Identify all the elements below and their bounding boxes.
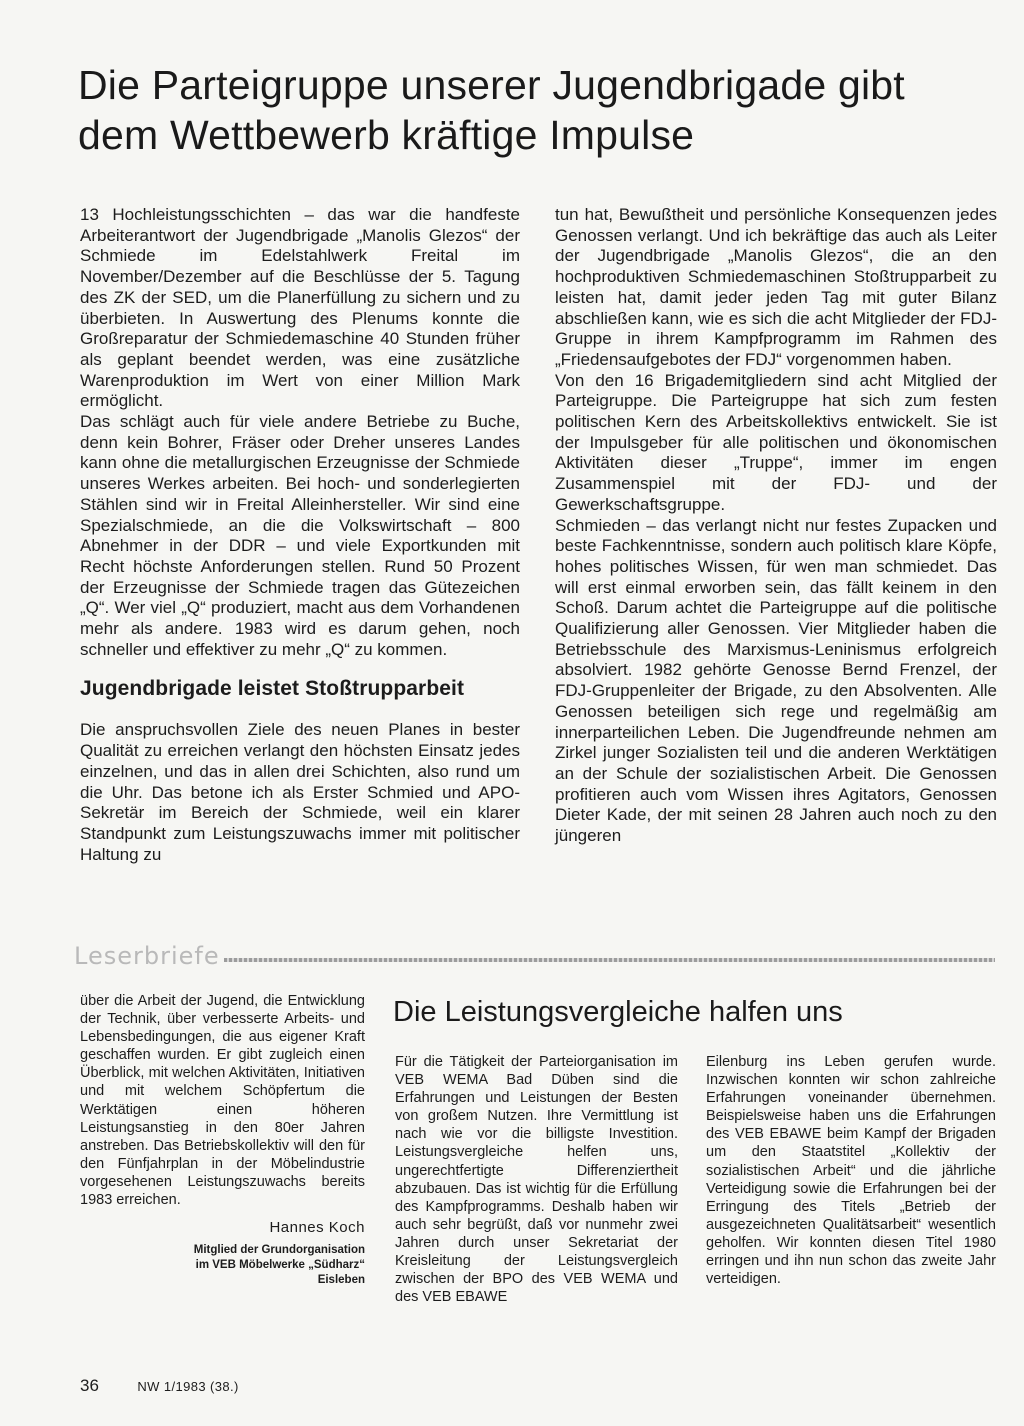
rubric-rule — [224, 958, 995, 962]
letter-affiliation — [80, 1243, 365, 1288]
letter2-column-right — [706, 1053, 996, 1288]
article-title: Die Parteigruppe unserer Jugendbrigade gibt dem Wettbewerb kräftige Impulse — [78, 62, 905, 158]
article-paragraph: Das schlägt auch für viele andere Betriebe zu Buche, denn kein Bohrer, Fräser oder Dreher unseres Landes kann ohne die metallurgischen Erzeugnisse der Schmiede unseres Werkes arbeiten. Bei hoch- und sonderlegierten Stählen sind wir in Freital Alleinhersteller. Wir sind eine Spezialschmiede, an die die Volkswirtschaft – 800 Abnehmer in der DDR – und viele Exportkunden mit Recht höchste Anforderungen stellen. Rund 50 Prozent der Erzeugnisse der Schmiede tragen das Gütezeichen „Q“. Wer viel „Q“ produziert, macht aus dem Vorhandenen mehr als andere. 1983 wird es darum gehen, noch schneller und effektiver zu mehr „Q“ zu kommen. — [80, 412, 520, 659]
issue-label: NW 1/1983 (38.) — [137, 1379, 239, 1394]
letter2-headline: Die Leistungsvergleiche halfen uns — [393, 996, 843, 1028]
article-paragraph: Von den 16 Brigademitgliedern sind acht Mitglied der Parteigruppe. Die Parteigruppe hat sich zum festen politischen Kern des Arbeitskollektivs entwickelt. Sie ist der Impulsgeber für alle politischen und ökonomischen Aktivitäten dieser „Truppe“, immer im engen Zusammenspiel mit der FDJ- und der Gewerkschaftsgruppe. — [555, 370, 997, 514]
letter-paragraph: über die Arbeit der Jugend, die Entwicklung der Technik, über verbesserte Arbeits- und Lebensbedingungen, die aus eigener Kraft geschaffen wurden. Er gibt zugleich einen Überblick, mit welchen Aktivitäten, Initiativen und mit welchem Schöpfertum die Werktätigen einen höheren Leistungsanstieg in den 80er Jahren anstreben. Das Betriebskollektiv will den für den Fünfjahrplan in der Möbelindustrie vorgesehenen Leistungszuwachs bereits 1983 erreichen. — [80, 993, 365, 1209]
letter-author: Hannes Koch — [269, 1219, 365, 1237]
letter2-column-left — [395, 1053, 678, 1306]
affiliation-line: Mitglied der Grundorganisation — [193, 1244, 365, 1257]
article-column-left — [80, 205, 520, 865]
rubric-label: Leserbriefe — [74, 942, 220, 970]
article-subheading: Jugendbrigade leistet Stoßtrupparbeit — [80, 677, 465, 701]
rubric-bar — [74, 940, 999, 980]
article-paragraph: 13 Hochleistungsschichten – das war die handfeste Arbeiterantwort der Jugendbrigade „Manolis Glezos“ der Schmiede im Edelstahlwerk Freital im November/Dezember auf die Beschlüsse der 5. Tagung des ZK der SED, um die Planerfüllung zu sichern und zu überbieten. In Auswertung des Plenums konnte die Großreparatur der Schmiedemaschine 40 Stunden früher als geplant beendet werden, was eine zusätzliche Warenproduktion im Wert von einer Million Mark ermöglicht. — [80, 205, 520, 411]
letter2-paragraph: Für die Tätigkeit der Parteiorganisation im VEB WEMA Bad Düben sind die Erfahrungen und Leistungen der Besten von großem Nutzen. Ihre Vermittlung ist nach wie vor die billigste Investition. Leistungsvergleiche helfen uns, ungerechtfertigte Differenziertheit abzubauen. Das ist wichtig für die Erfüllung des Kampfprogramms. Deshalb haben wir auch sehr begrüßt, daß vor nunmehr zwei Jahren durch unser Sekretariat der Kreisleitung der Leistungsvergleich zwischen der BPO des VEB WEMA und des VEB EBAWE — [395, 1054, 678, 1306]
letter2-paragraph: Eilenburg ins Leben gerufen wurde. Inzwischen konnten wir schon zahlreiche Erfahrungen voneinander übernehmen. Beispielsweise haben uns die Erfahrungen des VEB EBAWE beim Kampf der Brigaden um den Staatstitel „Kollektiv der sozialistischen Arbeit“ und die jährliche Verteidigung sowie die Erfahrungen bei der Erringung des Titels „Betrieb der ausgezeichneten Qualitätsarbeit“ wesentlich geholfen. Wir konnten diesen Titel 1980 erringen und ihn nun schon das zweite Jahr verteidigen. — [706, 1054, 996, 1288]
article-paragraph: Schmieden – das verlangt nicht nur festes Zupacken und beste Fachkenntnisse, sondern auch politisch klare Köpfe, hohes politisches Wissen, für wen man schmiedet. Das will erst einmal erworben sein, das fällt keinem in den Schoß. Darum achtet die Parteigruppe auf die politische Qualifizierung aller Genossen. Vier Mitglieder haben die Betriebsschule des Marxismus-Leninismus erfolgreich absolviert. 1982 gehörte Genosse Bernd Frenzel, der FDJ-Gruppenleiter der Brigade, zu den Absolventen. Alle Genossen beteiligen sich rege und regelmäßig am innerparteilichen Leben. Die Jugendfreunde nehmen am Zirkel junger Sozialisten teil und die anderen Werktätigen an der Schule der sozialistischen Arbeit. Die Genossen profitieren auch vom Wissen ihres Agitators, Genossen Dieter Kade, der mit seinen 28 Jahren auch noch zu den jüngeren — [555, 515, 997, 846]
article-paragraph: Die anspruchsvollen Ziele des neuen Planes in bester Qualität zu erreichen verlangt den höchsten Einsatz jedes einzelnen, und das in allen drei Schichten, also rund um die Uhr. Das betone ich als Erster Schmied und APO-Sekretär im Bereich der Schmiede, weil ein klarer Standpunkt zum Leistungszuwachs immer mit politischer Haltung zu — [80, 720, 520, 864]
page-number: 36 — [80, 1376, 99, 1395]
page-footer — [80, 1376, 239, 1396]
affiliation-line: im VEB Möbelwerke „Südharz“ — [195, 1259, 365, 1272]
article-paragraph: tun hat, Bewußtheit und persönliche Konsequenzen jedes Genossen verlangt. Und ich bekräftige das auch als Leiter der Jugendbrigade „Manolis Glezos“, die an den hochproduktiven Schmiedemaschinen Stoßtrupparbeit zu leisten hat, damit jeder jeden Tag mit guter Bilanz abschließen kann, wie es sich die acht Mitglieder der FDJ-Gruppe in ihrem Kampfprogramm im Rahmen des „Friedensaufgebotes der FDJ“ vorgenommen haben. — [555, 205, 997, 369]
affiliation-line: Eisleben — [317, 1274, 365, 1287]
article-column-right — [555, 205, 997, 847]
letter-column — [80, 992, 365, 1288]
